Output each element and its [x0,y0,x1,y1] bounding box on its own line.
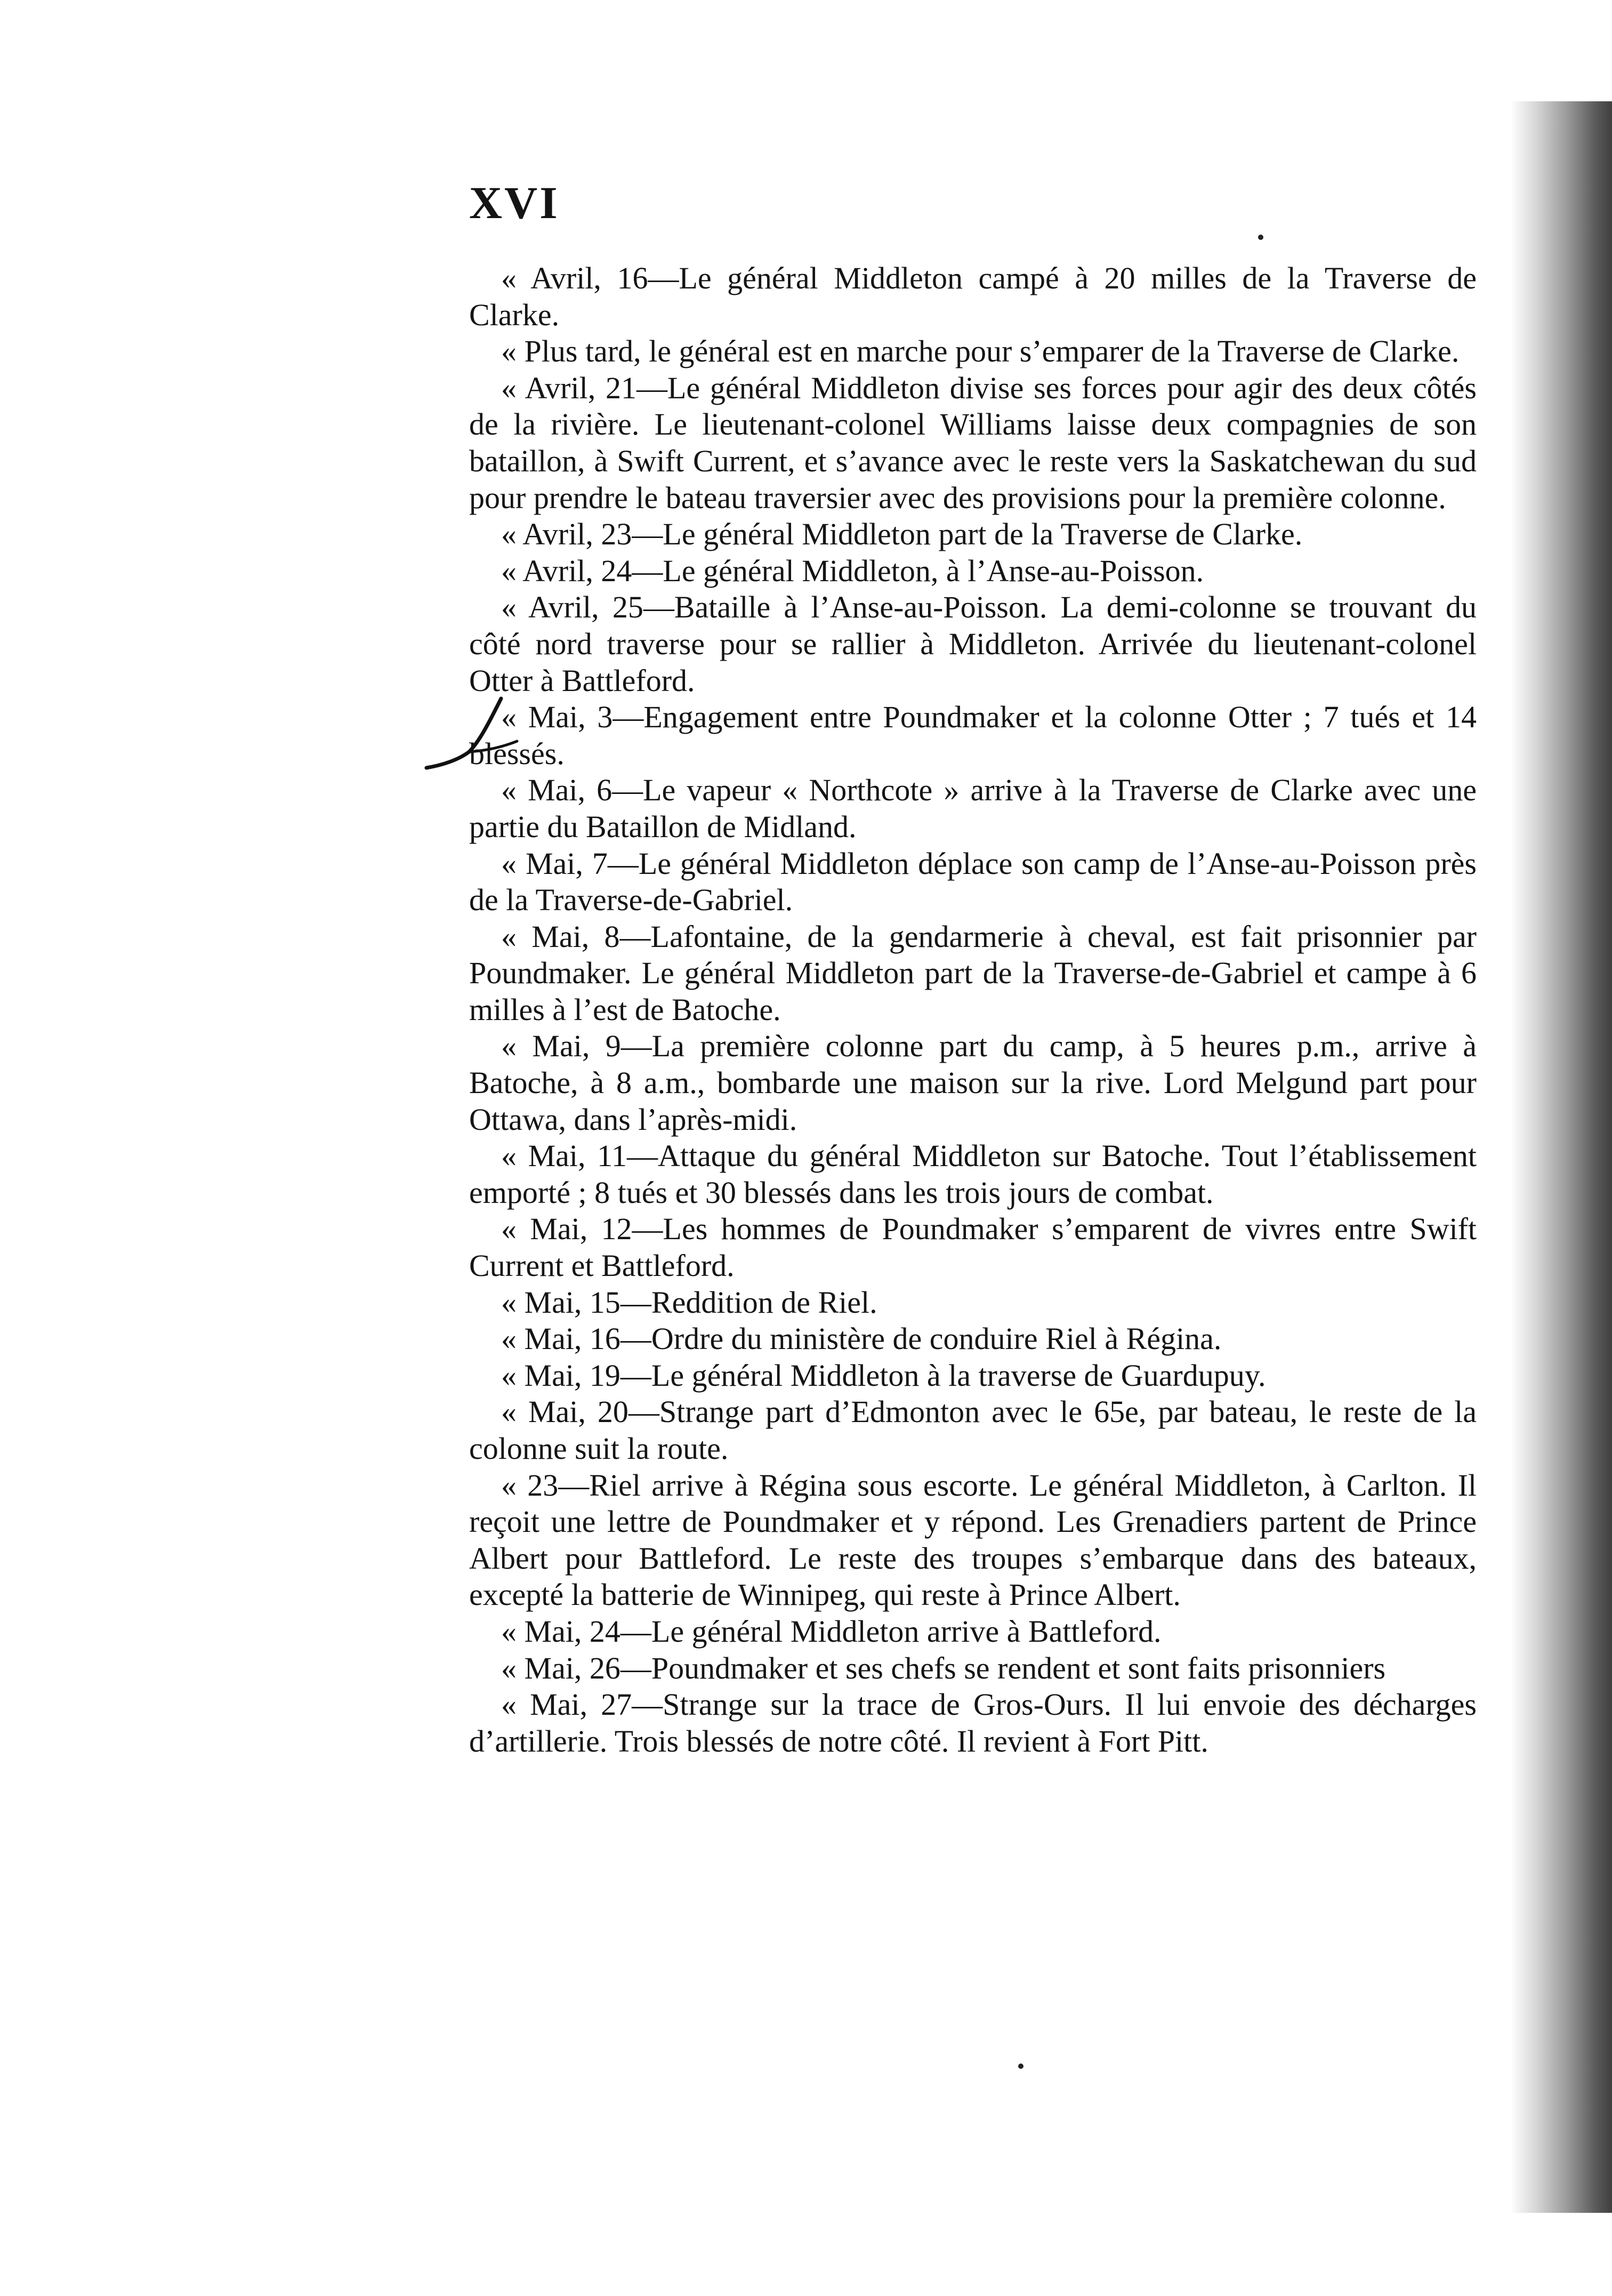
chronology-entry: « Mai, 11—Attaque du général Middleton sur Batoche. Tout l’établissement emporté ; 8 tués et 30 blessés dans les trois jours de combat. [469,1138,1477,1210]
chronology-entry: « Mai, 6—Le vapeur « Northcote » arrive à la Traverse de Clarke avec une partie du Bataillon de Midland. [469,773,1477,844]
chronology-entry: « Mai, 9—La première colonne part du camp, à 5 heures p.m., arrive à Batoche, à 8 a.m., bombarde une maison sur la rive. Lord Melgund part pour Ottawa, dans l’après-midi. [469,1029,1477,1137]
chronology-entry: « Avril, 24—Le général Middleton, à l’Anse-au-Poisson. [501,553,1204,588]
chronology-entry: « Mai, 3—Engagement entre Poundmaker et la colonne Otter ; 7 tués et 14 blessés. [469,700,1477,771]
chronology-entry: « Mai, 19—Le général Middleton à la traverse de Guardupuy. [501,1358,1266,1393]
chronology-entry: « Mai, 8—Lafontaine, de la gendarmerie à cheval, est fait prisonnier par Poundmaker. Le général Middleton part de la Traverse-de-Gabriel et campe à 6 milles à l’est de Batoche. [469,919,1477,1027]
chronology-entry: « Mai, 20—Strange part d’Edmonton avec le 65e, par bateau, le reste de la colonne suit la route. [469,1394,1477,1466]
chronology-entry: « Avril, 21—Le général Middleton divise ses forces pour agir des deux côtés de la rivière. Le lieutenant-colonel Williams laisse deux compagnies de son bataillon, à Swift Current, et s’avance avec le reste vers la Saskatchewan du sud pour prendre le bateau traversier avec des provisions pour la première colonne. [469,370,1477,515]
chronology-entry: « Mai, 26—Poundmaker et ses chefs se rendent et sont faits prisonniers [501,1650,1386,1685]
chronology-entry: « Avril, 16—Le général Middleton campé à 20 milles de la Traverse de Clarke. [469,261,1477,332]
page-binding-shadow [1511,101,1612,2213]
chronology-entry: « Plus tard, le général est en marche pour s’emparer de la Traverse de Clarke. [501,334,1460,369]
page-number: XVI [469,177,560,228]
chronology-entry: « 23—Riel arrive à Régina sous escorte. Le général Middleton, à Carlton. Il reçoit une lettre de Poundmaker et y répond. Les Grenadiers partent de Prince Albert pour Battleford. Le reste des troupes s’embarque dans des bateaux, excepté la batterie de Winnipeg, qui reste à Prince Albert. [469,1467,1477,1612]
chronology-entry: « Mai, 24—Le général Middleton arrive à Battleford. [501,1613,1162,1649]
chronology-entry: « Mai, 7—Le général Middleton déplace son camp de l’Anse-au-Poisson près de la Traverse-de-Gabriel. [469,846,1477,918]
text-column [469,260,1477,1760]
chronology-entry: « Mai, 27—Strange sur la trace de Gros-Ours. Il lui envoie des décharges d’artillerie. Trois blessés de notre côté. Il revient à Fort Pitt. [469,1687,1477,1759]
stray-mark [1018,2064,1023,2069]
stray-mark [1258,235,1263,240]
chronology-entry: « Mai, 16—Ordre du ministère de conduire Riel à Régina. [501,1321,1222,1356]
chronology-entry: « Avril, 23—Le général Middleton part de la Traverse de Clarke. [501,517,1303,552]
chronology-entry: « Mai, 15—Reddition de Riel. [501,1285,877,1320]
chronology-entry: « Mai, 12—Les hommes de Poundmaker s’emparent de vivres entre Swift Current et Battleford. [469,1211,1477,1283]
chronology-entry: « Avril, 25—Bataille à l’Anse-au-Poisson. La demi-colonne se trouvant du côté nord traverse pour se rallier à Middleton. Arrivée du lieutenant-colonel Otter à Battleford. [469,590,1477,698]
